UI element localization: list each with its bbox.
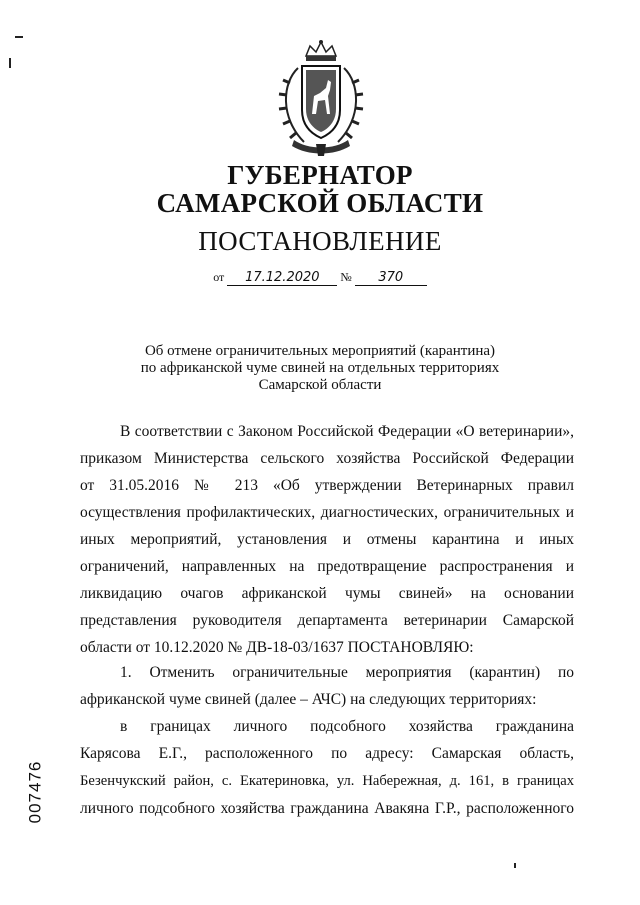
authority-title-line2: САМАРСКОЙ ОБЛАСТИ (156, 188, 484, 218)
scan-mark (9, 58, 11, 68)
body-line: Безенчукский район, с. Екатериновка, ул. Набережная, д. 161, в границах (80, 773, 574, 789)
body-line: ликвидацию очагов африканской чумы свиней» на основании (80, 585, 574, 602)
body-line: африканской чуме свиней (далее – АЧС) на следующих территориях: (80, 691, 537, 708)
coat-of-arms-emblem (268, 38, 374, 158)
scan-mark (15, 36, 23, 38)
date-number-line (0, 270, 640, 286)
subject-line: по африканской чуме свиней на отдельных территориях (140, 360, 500, 376)
body-line: приказом Министерства сельского хозяйства Российской Федерации (80, 450, 574, 467)
document-number: 370 (355, 270, 427, 286)
body-line: 1. Отменить ограничительные мероприятия (карантин) по (120, 664, 574, 681)
body-line: представления руководителя департамента ветеринарии Самарской (80, 612, 574, 629)
body-line: ограничений, направленных на предотвращение распространения и (80, 558, 574, 575)
body-line: от 31.05.2016 № 213 «Об утверждении Ветеринарных правил (80, 477, 574, 494)
date-prefix-label: от (213, 270, 225, 284)
body-line: области от 10.12.2020 № ДВ-18-03/1637 ПОСТАНОВЛЯЮ: (80, 639, 474, 656)
number-label: № (340, 270, 352, 284)
document-date: 17.12.2020 (227, 270, 337, 286)
body-line: в границах личного подсобного хозяйства гражданина (120, 718, 574, 735)
body-line: Карясова Е.Г., расположенного по адресу: Самарская область, (80, 745, 574, 762)
scan-mark (514, 863, 516, 868)
side-registration-number: 007476 (25, 760, 45, 824)
body-line: иных мероприятий, установления и отмены карантина и иных (80, 531, 574, 548)
document-type-title: ПОСТАНОВЛЕНИЕ (198, 226, 442, 256)
body-line: В соответствии с Законом Российской Федерации «О ветеринарии», (120, 423, 574, 440)
body-line: личного подсобного хозяйства гражданина Авакяна Г.Р., расположенного (80, 800, 574, 817)
authority-title-line1: ГУБЕРНАТОР (227, 160, 413, 190)
subject-line: Об отмене ограничительных мероприятий (карантина) (144, 343, 496, 359)
document-subject (0, 343, 640, 394)
body-line: осуществления профилактических, диагностических, ограничительных и (80, 504, 574, 521)
subject-line: Самарской области (258, 377, 382, 393)
